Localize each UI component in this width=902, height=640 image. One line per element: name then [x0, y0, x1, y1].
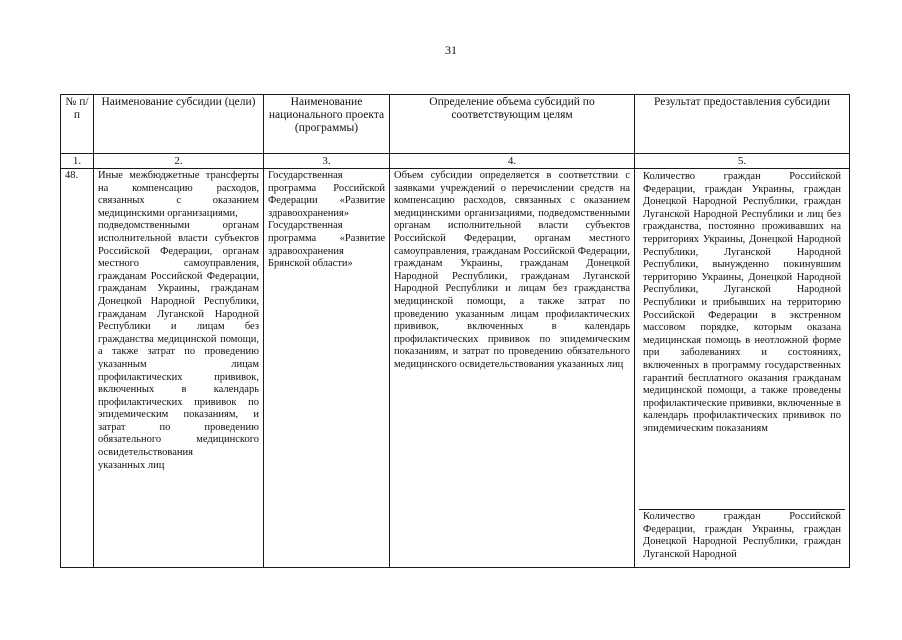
table-row — [61, 169, 850, 568]
column-number: 5. — [635, 154, 850, 169]
column-number: 2. — [94, 154, 264, 169]
column-number-row — [61, 154, 850, 169]
header-row — [61, 95, 850, 154]
subsidy-name-part1: Иные межбюджетные трансферты на компенсацию расходов, связанных с оказанием медицинскими организациями, — [98, 170, 259, 219]
header-number: № п/п — [61, 95, 94, 154]
column-number: 3. — [264, 154, 390, 169]
volume-definition-cell: Объем субсидии определяется в соответствии с заявками учреждений о перечислении средств на компенсацию расходов, связанных с оказанием медицинскими организациями, подведомственными органам исполнительной власти субъектов Российской Федерации, органам местного самоуправления, гражданам Российской Федерации, гражданам Украины, гражданам Донецкой Народной Республики, гражданам Луганской Народной Республики и лицам без гражданства медицинской помощи, а также затрат по проведению указанным лицам профилактических прививок, включенных в календарь профилактических прививок по эпидемическим показаниям, и затрат по проведению обязательного медицинского освидетельствования указанных лиц — [390, 169, 635, 568]
subsidy-name-part2: подведомственными органам исполнительной власти субъектов Российской Федерации, органам местного самоуправления, гражданам Российской Федерации, гражданам Украины, гражданам Донецкой Народной Республики, гражданам Луганской Народной Республики и лицам без гражданства медицинской помощи, а также затрат по проведению указанным лицам профилактических прививок, включенных в календарь профилактических прививок по эпидемическим показаниям, и затрат по проведению обязательного медицинского освидетельствования — [98, 220, 259, 459]
header-result: Результат предоставления субсидии — [635, 95, 850, 154]
result-block-1: Количество граждан Российской Федерации, граждан Украины, граждан Донецкой Народной Республики, граждан Луганской Народной Республики и лиц без гражданства, постоянно проживавших на территориях Украины, Донецкой Народной Республики, Луганской Народной Республики, вынужденно покинувшим территорию Украины, Донецкой Народной Республики, Луганской Народной Республики и прибывших на территорию Российской Федерации в экстренном массовом порядке, которым оказана медицинская помощь в неотложной форме при заболеваниях и состояниях, включенных в программу государственных гарантий бесплатного оказания гражданам медицинской помощи, а также проведены профилактические прививки, включенные в календарь профилактических прививок по эпидемическим показаниям — [639, 170, 845, 510]
column-number: 4. — [390, 154, 635, 169]
column-number: 1. — [61, 154, 94, 169]
national-project-cell: Государственная программа Российской Федерации «Развитие здравоохранения» Государственная программа «Развитие здравоохранения Брянской области» — [264, 169, 390, 568]
subsidy-table — [60, 94, 850, 568]
page-number: 31 — [445, 43, 457, 57]
header-subsidy-name: Наименование субсидии (цели) — [94, 95, 264, 154]
row-number: 48. — [61, 169, 94, 568]
result-cell — [635, 169, 850, 568]
header-national-project: Наименование национального проекта (программы) — [264, 95, 390, 154]
subsidy-name-cell — [94, 169, 264, 568]
header-volume-definition: Определение объема субсидий по соответствующим целям — [390, 95, 635, 154]
result-block-2: Количество граждан Российской Федерации, граждан Украины, граждан Донецкой Народной Республики, граждан Луганской Народной — [643, 511, 841, 560]
subsidy-name-part3: указанных лиц — [98, 459, 165, 471]
